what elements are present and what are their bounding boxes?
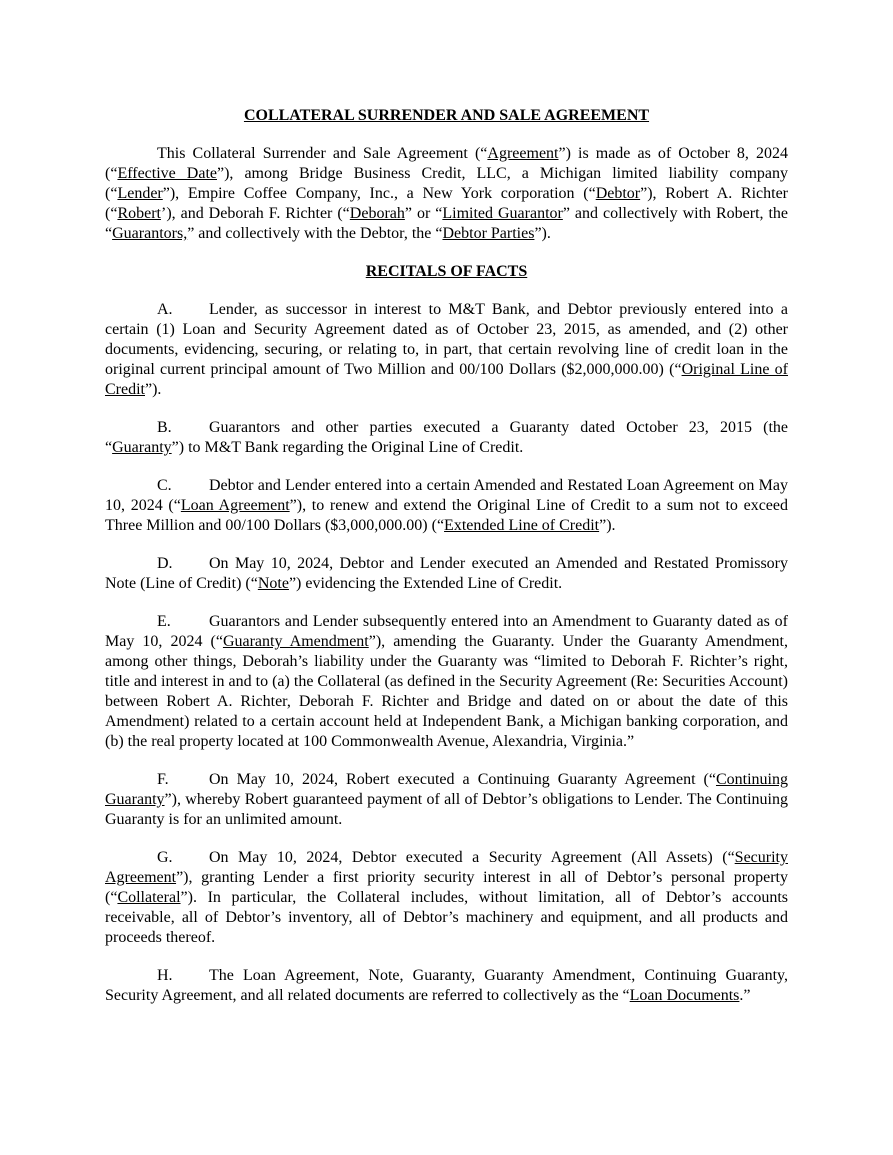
- defined-term: Security Agreement: [105, 849, 788, 886]
- text-run: ”), among Bridge Business Credit, LLC, a Michigan limited liability company (“: [105, 165, 788, 202]
- recital-letter: A.: [157, 301, 173, 318]
- text-run: This Collateral Surrender and Sale Agreement (“: [157, 145, 488, 162]
- text-run: ”), to renew and extend the Original Line of Credit to a sum not to exceed Three Million and 00/100 Dollars ($3,000,000.00) (“: [105, 497, 788, 534]
- text-run: Lender, as successor in interest to M&T Bank, and Debtor previously entered into a certain (1) Loan and Security Agreement dated as of October 23, 2015, as amended, and (2) other documents, evidencing, securing, or relating to, in part, that certain revolving line of credit loan in the original current principal amount of Two Million and 00/100 Dollars ($2,000,000.00) (“: [105, 301, 788, 378]
- recital-paragraph: [105, 770, 788, 830]
- document-body: [105, 106, 788, 1024]
- recital-paragraph: [105, 300, 788, 400]
- text-run: ”) evidencing the Extended Line of Credit.: [288, 575, 563, 592]
- text-run: ”), amending the Guaranty. Under the Guaranty Amendment, among other things, Deborah’s liability under the Guaranty was “limited to Deborah F. Richter’s right, title and interest in and to (a) the Collateral (as defined in the Security Agreement (Re: Securities Account) between Robert A. Richter, Deborah F. Richter and Bridge and dated on or about the date of this Amendment) related to a certain account held at Independent Bank, a Michigan banking corporation, and (b) the real property located at 100 Commonwealth Avenue, Alexandria, Virginia.”: [105, 633, 788, 750]
- recital-letter: B.: [157, 419, 172, 436]
- text-run: Guarantors and other parties executed a Guaranty dated October 23, 2015 (the “: [105, 419, 788, 456]
- text-run: .”: [739, 987, 751, 1004]
- recitals-heading: RECITALS OF FACTS: [365, 263, 528, 280]
- defined-term: Original Line of Credit: [105, 361, 789, 398]
- text-run: ”), Robert A. Richter (“: [105, 185, 788, 222]
- defined-term: Guarantors,: [112, 225, 188, 242]
- text-run: ”) to M&T Bank regarding the Original Line of Credit.: [171, 439, 524, 456]
- document-title: COLLATERAL SURRENDER AND SALE AGREEMENT: [243, 107, 650, 124]
- text-run: ”), Empire Coffee Company, Inc., a New York corporation (“: [162, 185, 596, 202]
- defined-term: Collateral: [117, 889, 181, 906]
- text-run: ”).: [534, 225, 551, 242]
- defined-term: Effective Date: [117, 165, 217, 182]
- defined-term: Limited Guarantor: [442, 205, 563, 222]
- text-run: ”).: [145, 381, 162, 398]
- recital-paragraph: [105, 476, 788, 536]
- recital-paragraph: [105, 612, 788, 752]
- text-run: ’), and Deborah F. Richter (“: [160, 205, 350, 222]
- recital-letter: G.: [157, 849, 173, 866]
- text-run: ”) is made as of October 8, 2024 (“: [105, 145, 789, 182]
- text-run: ” or “: [404, 205, 443, 222]
- intro-paragraph: [105, 144, 788, 244]
- defined-term: Continuing Guaranty: [105, 771, 788, 808]
- defined-term: Debtor: [595, 185, 641, 202]
- defined-term: Deborah: [349, 205, 405, 222]
- defined-term: Lender: [117, 185, 163, 202]
- text-run: On May 10, 2024, Debtor executed a Security Agreement (All Assets) (“: [209, 849, 735, 866]
- recital-paragraph: [105, 418, 788, 458]
- defined-term: Guaranty: [112, 439, 172, 456]
- defined-term: Extended Line of Credit: [444, 517, 600, 534]
- defined-term: Agreement: [487, 145, 559, 162]
- text-run: ” and collectively with the Debtor, the “: [187, 225, 443, 242]
- defined-term: Note: [257, 575, 289, 592]
- defined-term: Debtor Parties: [442, 225, 535, 242]
- text-run: ”).: [599, 517, 616, 534]
- text-run: ”), whereby Robert guaranteed payment of all of Debtor’s obligations to Lender. The Continuing Guaranty is for an unlimited amount.: [105, 791, 788, 828]
- recital-paragraph: [105, 966, 788, 1006]
- recitals-list: [105, 300, 788, 1006]
- text-run: ”), granting Lender a first priority security interest in all of Debtor’s personal property (“: [105, 869, 788, 906]
- defined-term: Robert: [117, 205, 161, 222]
- defined-term: Loan Agreement: [180, 497, 290, 514]
- text-run: ” and collectively with Robert, the “: [105, 205, 789, 242]
- text-run: The Loan Agreement, Note, Guaranty, Guaranty Amendment, Continuing Guaranty, Security Agreement, and all related documents are referred to collectively as the “: [105, 967, 788, 1004]
- recital-letter: C.: [157, 477, 172, 494]
- recital-letter: H.: [157, 967, 173, 984]
- text-run: Debtor and Lender entered into a certain Amended and Restated Loan Agreement on May 10, 2024 (“: [105, 477, 788, 514]
- text-run: Guarantors and Lender subsequently entered into an Amendment to Guaranty dated as of May 10, 2024 (“: [105, 613, 788, 650]
- recital-paragraph: [105, 848, 788, 948]
- defined-term: Loan Documents: [629, 987, 740, 1004]
- defined-term: Guaranty Amendment: [222, 633, 369, 650]
- recital-letter: E.: [157, 613, 171, 630]
- text-run: On May 10, 2024, Debtor and Lender executed an Amended and Restated Promissory Note (Line of Credit) (“: [105, 555, 788, 592]
- recital-paragraph: [105, 554, 788, 594]
- recital-letter: D.: [157, 555, 173, 572]
- text-run: On May 10, 2024, Robert executed a Continuing Guaranty Agreement (“: [209, 771, 716, 788]
- text-run: ”). In particular, the Collateral includes, without limitation, all of Debtor’s accounts receivable, all of Debtor’s inventory, all of Debtor’s machinery and equipment, and all products and proceeds thereof.: [105, 889, 788, 946]
- recital-letter: F.: [157, 771, 169, 788]
